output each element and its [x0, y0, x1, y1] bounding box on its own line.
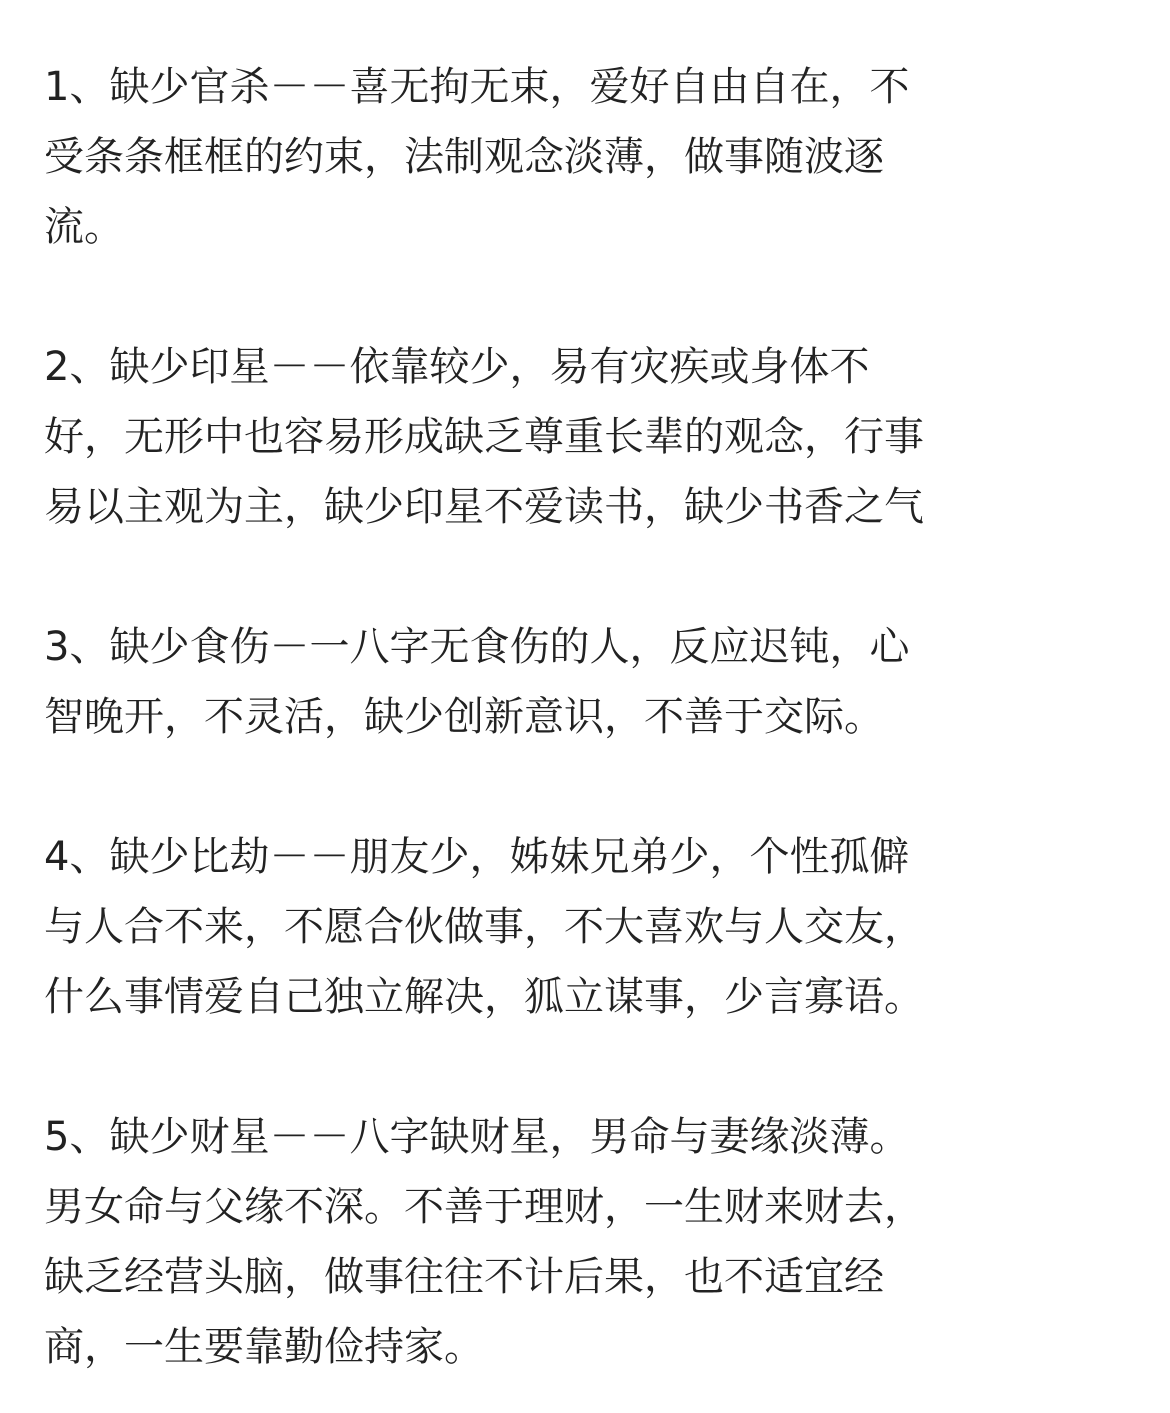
paragraph-lack-shishang	[44, 612, 1134, 752]
paragraph-lack-guansha	[44, 52, 1134, 262]
paragraph-lack-bijie	[44, 822, 1134, 1032]
text-line: 受条条框框的约束，法制观念淡薄，做事随波逐	[44, 134, 884, 180]
text-line: 什么事情爱自己独立解决，狐立谋事，少言寡语。	[44, 974, 924, 1020]
text-line: 3、缺少食伤－一八字无食伤的人，反应迟钝，心	[44, 624, 910, 670]
text-line: 商，一生要靠勤俭持家。	[44, 1324, 484, 1370]
text-line: 2、缺少印星－－依靠较少，易有灾疾或身体不	[44, 344, 870, 390]
text-line: 5、缺少财星－－八字缺财星，男命与妻缘淡薄。	[44, 1114, 910, 1160]
text-line: 智晚开，不灵活，缺少创新意识，不善于交际。	[44, 694, 884, 740]
text-line: 4、缺少比劫－－朋友少，姊妹兄弟少，个性孤僻	[44, 834, 910, 880]
paragraph-lack-yinxing	[44, 332, 1134, 542]
text-line: 好，无形中也容易形成缺乏尊重长辈的观念，行事	[44, 414, 924, 460]
text-line: 缺乏经营头脑，做事往往不计后果，也不适宜经	[44, 1254, 884, 1300]
text-line: 易以主观为主，缺少印星不爱读书，缺少书香之气	[44, 484, 924, 530]
text-line: 流。	[44, 204, 124, 250]
text-line: 1、缺少官杀－－喜无拘无束，爱好自由自在，不	[44, 64, 910, 110]
text-line: 男女命与父缘不深。不善于理财，一生财来财去，	[44, 1184, 924, 1230]
paragraph-lack-caixing	[44, 1102, 1134, 1382]
text-line: 与人合不来，不愿合伙做事，不大喜欢与人交友，	[44, 904, 924, 950]
